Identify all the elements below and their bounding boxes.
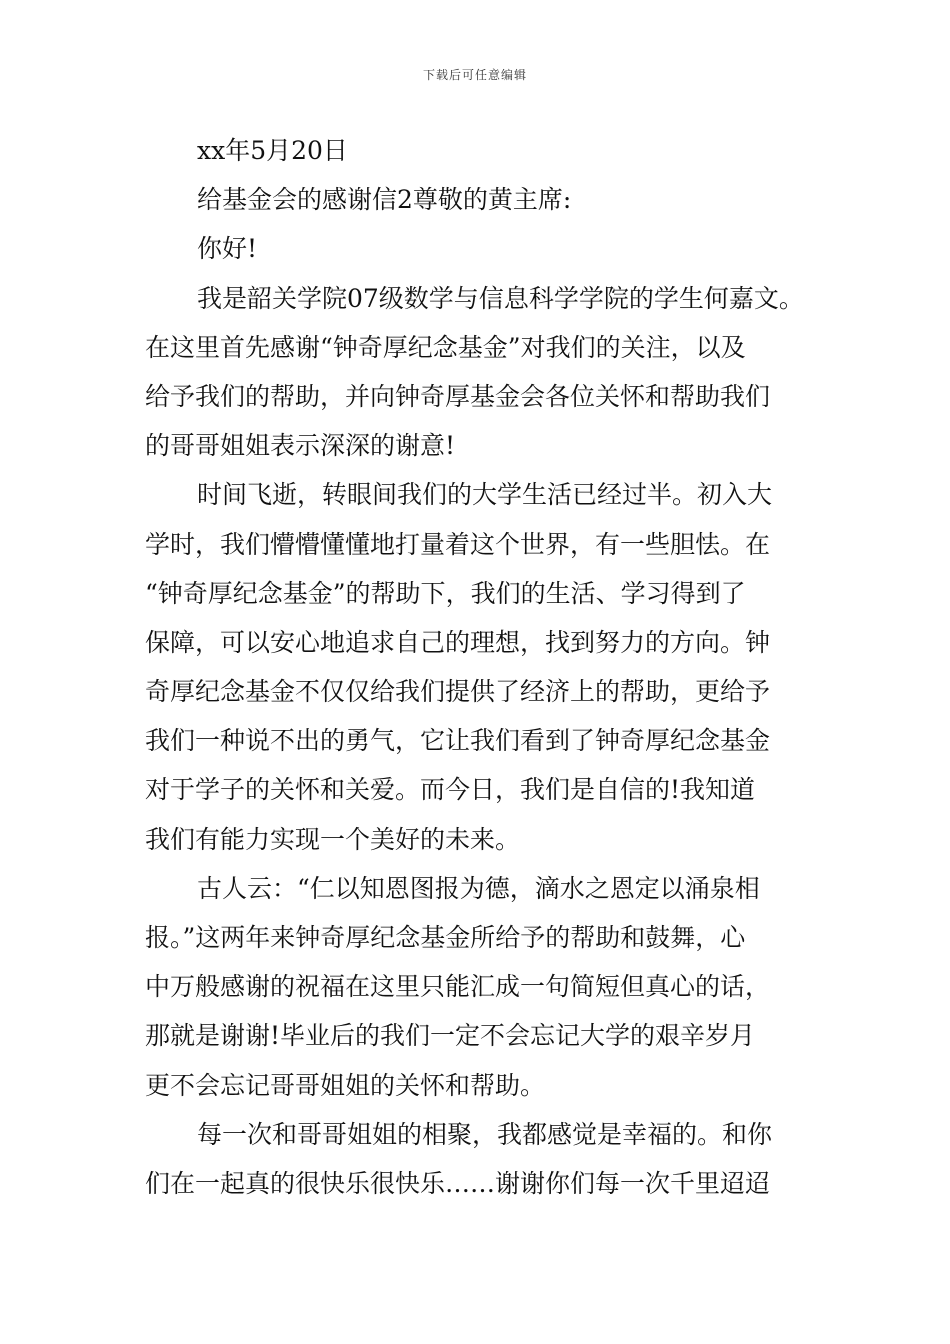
text-line: 更不会忘记哥哥姐姐的关怀和帮助。 [145, 1070, 546, 1100]
text-line: 古人云：“仁以知恩图报为德，滴水之恩定以涌泉相 [197, 873, 760, 903]
text-line: xx年5月20日 [197, 136, 348, 165]
text-line: 我们有能力实现一个美好的未来。 [145, 824, 521, 854]
text-line: 时间飞逝，转眼间我们的大学生活已经过半。初入大 [197, 480, 773, 510]
text-line: 保障，可以安心地追求自己的理想，找到努力的方向。钟 [145, 627, 771, 657]
letter-body [145, 126, 810, 1208]
text-line: 你好! [197, 234, 258, 264]
text-line: 的哥哥姐姐表示深深的谢意! [145, 431, 456, 461]
page-header: 下载后可任意编辑 [422, 68, 527, 82]
text-line: 每一次和哥哥姐姐的相聚，我都感觉是幸福的。和你 [197, 1119, 773, 1149]
text-line: 我是韶关学院07级数学与信息科学学院的学生何嘉文。 [197, 283, 804, 313]
text-line: 报。”这两年来钟奇厚纪念基金所给予的帮助和鼓舞，心 [145, 923, 746, 952]
text-line: “钟奇厚纪念基金”的帮助下，我们的生活、学习得到了 [145, 578, 746, 608]
text-line: 中万般感谢的祝福在这里只能汇成一句简短但真心的话， [145, 972, 771, 1002]
text-line: 我们一种说不出的勇气，它让我们看到了钟奇厚纪念基金 [145, 726, 771, 756]
text-line: 对于学子的关怀和关爱。而今日，我们是自信的!我知道 [145, 775, 756, 805]
text-line: 给予我们的帮助，并向钟奇厚基金会各位关怀和帮助我们 [145, 381, 771, 411]
text-line: 们在一起真的很快乐很快乐……谢谢你们每一次千里迢迢 [145, 1168, 771, 1198]
text-line: 在这里首先感谢“钟奇厚纪念基金”对我们的关注，以及 [145, 332, 746, 362]
text-line: 学时，我们懵懵懂懂地打量着这个世界，有一些胆怯。在 [145, 529, 771, 559]
text-line: 奇厚纪念基金不仅仅给我们提供了经济上的帮助，更给予 [145, 677, 771, 707]
text-line: 给基金会的感谢信2尊敬的黄主席: [197, 185, 572, 215]
text-line: 那就是谢谢!毕业后的我们一定不会忘记大学的艰辛岁月 [145, 1021, 756, 1051]
